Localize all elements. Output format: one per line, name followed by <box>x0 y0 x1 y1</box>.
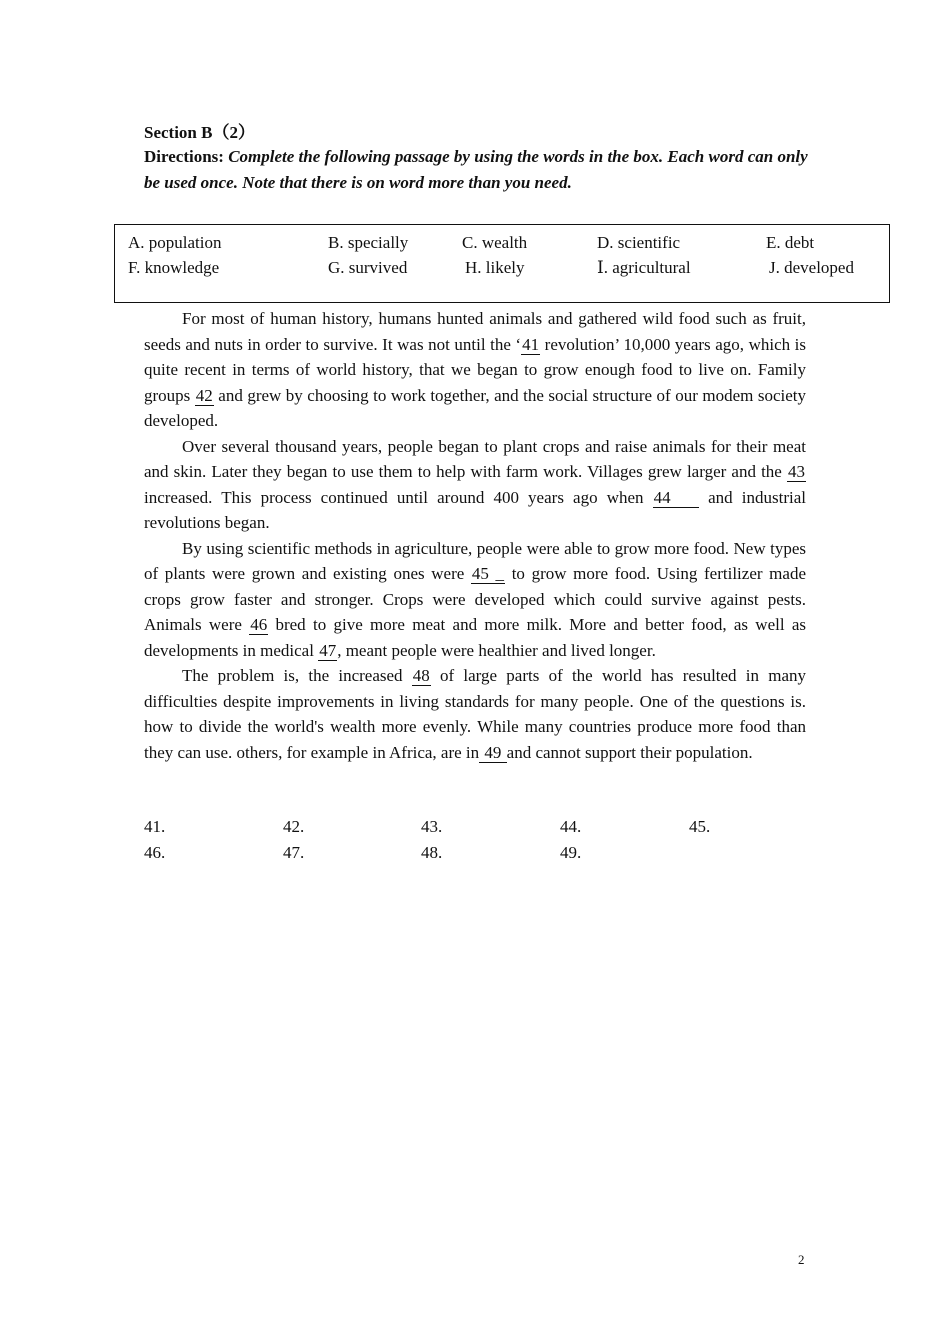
word-option-g: G. survived <box>328 258 408 277</box>
text: Over several thousand years, people began to plant crops and raise animals for their meat and skin. Later they began to use them to help with farm work. Villages grew larger and the <box>144 436 806 481</box>
word-option-d: D. scientific <box>597 233 681 252</box>
section-title: Section B（2） <box>144 123 255 142</box>
answer-49: 49. <box>560 843 582 862</box>
directions-text: Complete the following passage by using the words in the box. Each word can only be used once. Note that there is on word more than you need. <box>144 147 808 192</box>
paragraph-3 <box>144 536 806 664</box>
blank-49: 49 <box>480 742 506 762</box>
answer-44: 44. <box>560 817 582 836</box>
text: and industrial revolutions began. <box>144 487 807 532</box>
word-option-a: A. population <box>128 233 222 252</box>
paragraph-2 <box>144 434 806 536</box>
text: and grew by choosing to work together, and the social structure of our modem society developed. <box>144 385 806 430</box>
word-option-j: J. developed <box>769 258 854 277</box>
text: to grow more food. Using fertilizer made crops grow faster and stronger. Crops were developed which could survive against pests. Animals were <box>144 564 806 634</box>
blank-47: 47 <box>319 640 337 660</box>
word-box <box>114 224 890 303</box>
text: By using scientific methods in agriculture, people were able to grow more food. New types of plants were grown and existing ones were <box>144 538 806 583</box>
answer-45: 45. <box>689 817 711 836</box>
text: and cannot support their population. <box>506 742 753 762</box>
blank-45: 45 _ <box>471 564 505 583</box>
word-option-e: E. debt <box>766 233 815 252</box>
blank-41: 41 <box>522 334 540 354</box>
text: of large parts of the world has resulted in many difficulties despite improvements in living standards for many people. One of the questions is. how to divide the world's wealth more evenly. While many countries produce more food than they can use. others, for example in Africa, are in <box>144 666 807 762</box>
answer-41: 41. <box>144 817 166 836</box>
paragraph-1 <box>144 306 806 434</box>
blank-42: 42 <box>195 385 213 405</box>
blank-43: 43 <box>788 462 805 481</box>
word-option-h: H. likely <box>465 258 525 277</box>
answer-43: 43. <box>421 817 443 836</box>
word-option-i: Ⅰ. agricultural <box>597 258 691 277</box>
answer-42: 42. <box>283 817 305 836</box>
page-number: 2 <box>798 1252 805 1267</box>
text: increased. This process continued until around 400 years ago when <box>144 487 653 507</box>
blank-44: 44 <box>653 487 699 507</box>
text: For most of human history, humans hunted animals and gathered wild food such as fruit, seeds and nuts in order to survive. It was not until the ‘ <box>144 309 806 354</box>
word-option-c: C. wealth <box>462 233 528 252</box>
text: , meant people were healthier and lived longer. <box>337 640 656 660</box>
directions <box>144 144 824 196</box>
text: revolution’ 10,000 years ago, which is quite recent in terms of world history, that we began to grow enough food to live on. Family groups <box>144 334 806 405</box>
directions-label: Directions: <box>144 147 224 166</box>
blank-48: 48 <box>412 666 430 685</box>
answer-48: 48. <box>421 843 443 862</box>
passage <box>144 306 806 765</box>
word-option-f: F. knowledge <box>128 258 220 277</box>
answer-47: 47. <box>283 843 305 862</box>
answer-46: 46. <box>144 843 166 862</box>
text: bred to give more meat and more milk. More and better food, as well as developments in medical <box>144 615 806 660</box>
text: The problem is, the increased <box>182 666 412 685</box>
blank-46: 46 <box>250 615 268 634</box>
paragraph-4 <box>144 663 806 765</box>
word-option-b: B. specially <box>328 233 409 252</box>
